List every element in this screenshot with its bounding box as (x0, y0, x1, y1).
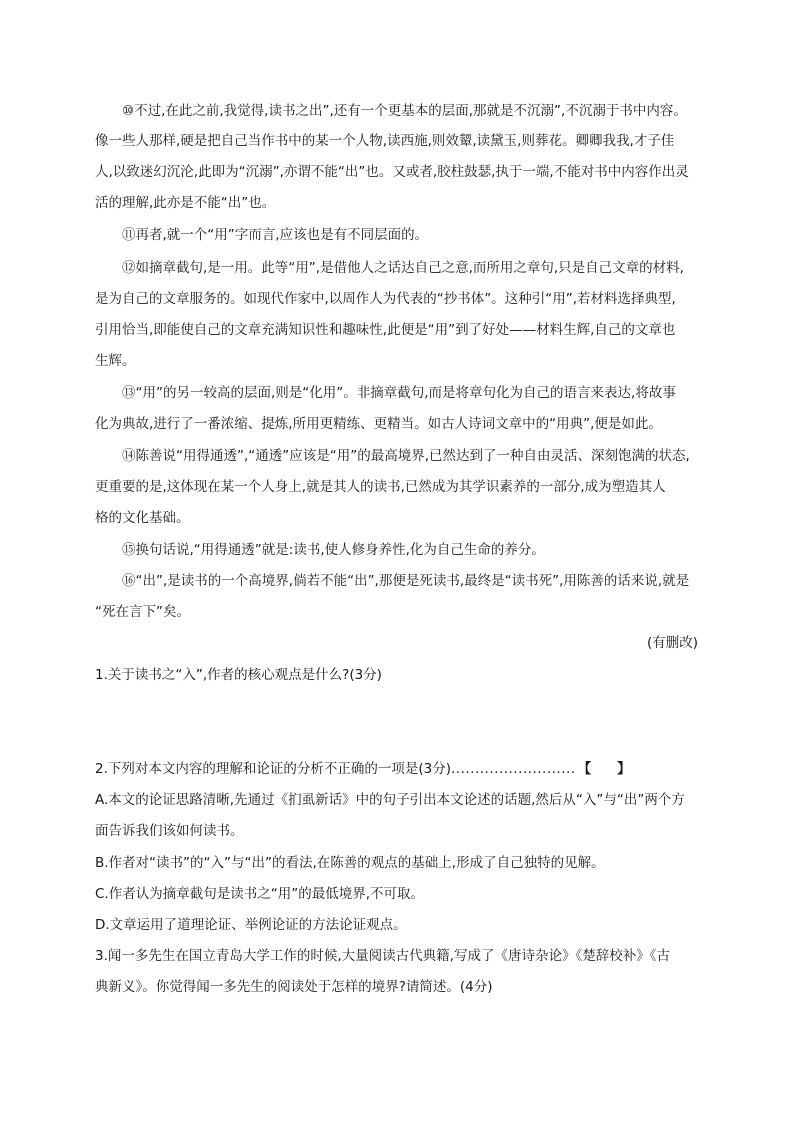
para-10-line-4: 活的理解,此亦是不能“出”也。 (95, 195, 276, 211)
question-3-line-1: 3.闻一多先生在国立青岛大学工作的时候,大量阅读古代典籍,写成了《唐诗杂论》《楚辞校补》《古 (95, 948, 670, 964)
para-11-line-1: ⑪再者,就一个“用”字而言,应该也是有不同层面的。 (122, 227, 429, 243)
para-10-line-3: 人,以致迷幻沉沦,此即为“沉溺”,亦谓不能“出”也。又或者,胶柱鼓瑟,执于一端,不能对书中内容作出灵 (95, 164, 689, 180)
option-c: C.作者认为摘章截句是读书之“用”的最低境界,不可取。 (95, 886, 424, 902)
question-1: 1.关于读书之“入”,作者的核心观点是什么?(3分) (95, 667, 382, 683)
para-14-line-1: ⑭陈善说“用得通透”,“通透”应该是“用”的最高境界,已然达到了一种自由灵活、深刻饱满的状态, (122, 448, 690, 464)
para-13-line-1: ⑬“用”的另一较高的层面,则是“化用”。非摘章截句,而是将章句化为自己的语言来表达,将故事 (122, 385, 676, 401)
para-12-line-4: 生辉。 (95, 353, 136, 369)
question-2 (95, 759, 631, 779)
option-b: B.作者对“读书”的“入”与“出”的看法,在陈善的观点的基础上,形成了自己独特的见解。 (95, 855, 605, 871)
para-15-line-1: ⑮换句话说,“用得通透”就是:读书,使人修身养性,化为自己生命的养分。 (122, 542, 545, 558)
option-d: D.文章运用了道理论证、举例论证的方法论证观点。 (95, 917, 407, 933)
answer-bracket[interactable]: 【 】 (577, 761, 631, 777)
para-14-line-3: 格的文化基础。 (95, 510, 190, 526)
para-10-line-2: 像一些人那样,硬是把自己当作书中的某一个人物,读西施,则效颦,读黛玉,则葬花。卿卿我我,才子佳 (95, 133, 675, 149)
para-16-line-2: “死在言下”矣。 (95, 604, 190, 620)
question-3-line-2: 典新义》。你觉得闻一多先生的阅读处于怎样的境界?请简述。(4分) (95, 979, 493, 995)
source-note: (有删改) (646, 635, 698, 651)
para-12-line-2: 是为自己的文章服务的。如现代作家中,以周作人为代表的“抄书体”。这种引“用”,若材料选择典型, (95, 291, 676, 307)
question-2-leader-dots: .......................... (451, 761, 576, 777)
para-12-line-1: ⑫如摘章截句,是一用。此等“用”,是借他人之话达自己之意,而所用之章句,只是自己文章的材料, (122, 260, 684, 276)
option-a-line-1: A.本文的论证思路清晰,先通过《扪虱新话》中的句子引出本文论述的话题,然后从“入”与“出”两个方 (95, 792, 685, 808)
para-13-line-2: 化为典故,进行了一番浓缩、提炼,所用更精练、更精当。如古人诗词文章中的“用典”,便是如此。 (95, 416, 662, 432)
para-16-line-1: ⑯“出”,是读书的一个高境界,倘若不能“出”,那便是死读书,最终是“读书死”,用陈善的话来说,就是 (122, 573, 690, 589)
question-2-stem: 2.下列对本文内容的理解和论证的分析不正确的一项是(3分) (95, 761, 452, 777)
para-12-line-3: 引用恰当,即能使自己的文章充满知识性和趣味性,此便是“用”到了好处——材料生辉,自己的文章也 (95, 322, 676, 338)
para-14-line-2: 更重要的是,这体现在某一个人身上,就是其人的读书,已然成为其学识素养的一部分,成为塑造其人 (95, 479, 666, 495)
option-a-line-2: 面告诉我们该如何读书。 (95, 823, 244, 839)
para-10-line-1: ⑩不过,在此之前,我觉得,读书之出”,还有一个更基本的层面,那就是不沉溺”,不沉溺于书中内容。 (122, 103, 687, 119)
